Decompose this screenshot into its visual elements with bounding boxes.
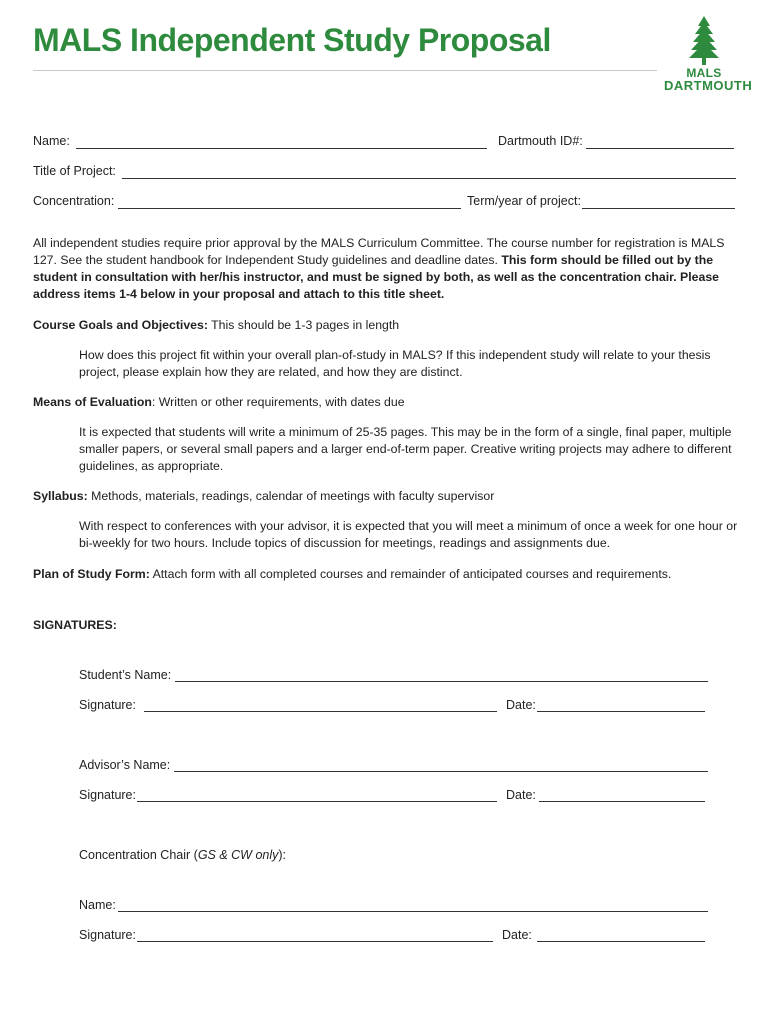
syllabus-heading-line bbox=[33, 488, 745, 505]
mals-dartmouth-logo bbox=[664, 14, 753, 96]
advisor-name-field[interactable] bbox=[174, 771, 708, 772]
advisor-signature-label: Signature: bbox=[79, 788, 136, 802]
goals-text: This should be 1-3 pages in length bbox=[207, 318, 400, 332]
pine-tree-icon bbox=[664, 14, 744, 66]
logo-dartmouth-text: DARTMOUTH bbox=[664, 78, 753, 93]
chair-date-field[interactable] bbox=[537, 941, 705, 942]
plan-heading: Plan of Study Form: bbox=[33, 567, 150, 581]
project-title-field[interactable] bbox=[122, 178, 736, 179]
title-divider bbox=[33, 70, 657, 71]
logo-mals-text: MALS bbox=[686, 66, 722, 80]
student-name-field[interactable] bbox=[175, 681, 708, 682]
name-field[interactable] bbox=[76, 148, 487, 149]
student-date-field[interactable] bbox=[537, 711, 705, 712]
chair-name-field[interactable] bbox=[118, 911, 708, 912]
advisor-date-field[interactable] bbox=[539, 801, 705, 802]
intro-text: All independent studies require prior approval by the MALS Curriculum Committee. The course number for registration is MALS 127. See the student handbook for Independent Study guidelines and deadline dates. bbox=[33, 236, 725, 267]
syllabus-detail: With respect to conferences with your advisor, it is expected that you will meet a minimum of once a week for one hour or bi-weekly for two hours. Include topics of discussion for meetings, readings and assignments due. bbox=[79, 519, 738, 550]
evaluation-heading-line bbox=[33, 394, 745, 411]
term-year-field[interactable] bbox=[582, 208, 735, 209]
signatures-heading bbox=[33, 617, 117, 634]
evaluation-detail: It is expected that students will write a minimum of 25-35 pages. This may be in the form of a single, final paper, multiple smaller papers, or several small papers and a larger end-of-term paper. Creative writing projects may adhere to different guidelines, as appropriate. bbox=[79, 425, 732, 473]
student-name-label: Student’s Name: bbox=[79, 668, 172, 682]
student-signature-label: Signature: bbox=[79, 698, 136, 712]
dartmouth-id-label: Dartmouth ID#: bbox=[498, 134, 583, 148]
plan-text: Attach form with all completed courses and remainder of anticipated courses and requirements. bbox=[149, 567, 672, 581]
advisor-name-label: Advisor’s Name: bbox=[79, 758, 171, 772]
chair-name-label: Name: bbox=[79, 898, 116, 912]
chair-signature-field[interactable] bbox=[137, 941, 493, 942]
advisor-signature-field[interactable] bbox=[137, 801, 497, 802]
evaluation-text: : Written or other requirements, with dates due bbox=[151, 395, 405, 409]
chair-prefix: Concentration Chair ( bbox=[79, 848, 198, 862]
chair-date-label: Date: bbox=[502, 928, 532, 942]
chair-scope: GS & CW only bbox=[197, 848, 279, 862]
project-title-label: Title of Project: bbox=[33, 164, 116, 178]
name-label: Name: bbox=[33, 134, 70, 148]
student-date-label: Date: bbox=[506, 698, 536, 712]
goals-heading-line bbox=[33, 317, 745, 334]
intro-paragraph bbox=[33, 235, 745, 303]
syllabus-text: Methods, materials, readings, calendar of meetings with faculty supervisor bbox=[87, 489, 495, 503]
plan-heading-line bbox=[33, 566, 745, 583]
concentration-chair-label bbox=[79, 848, 286, 862]
chair-signature-label: Signature: bbox=[79, 928, 136, 942]
syllabus-heading: Syllabus: bbox=[33, 489, 88, 503]
dartmouth-id-field[interactable] bbox=[586, 148, 734, 149]
signatures-heading-text: SIGNATURES: bbox=[33, 618, 117, 632]
evaluation-heading: Means of Evaluation bbox=[33, 395, 152, 409]
goals-heading: Course Goals and Objectives: bbox=[33, 318, 208, 332]
concentration-label: Concentration: bbox=[33, 194, 115, 208]
intro-bold-text: This form should be filled out by the student in consultation with her/his instructor, and must be signed by both, as well as the concentration chair. Please address items 1-4 below in your proposal and attach to this title sheet. bbox=[33, 253, 720, 301]
advisor-date-label: Date: bbox=[506, 788, 536, 802]
chair-suffix: ): bbox=[278, 848, 287, 862]
student-signature-field[interactable] bbox=[144, 711, 497, 712]
goals-detail: How does this project fit within your overall plan-of-study in MALS? If this independent study will relate to your thesis project, please explain how they are related, and how they are distinct. bbox=[79, 348, 711, 379]
term-year-label: Term/year of project: bbox=[467, 194, 581, 208]
page-title: MALS Independent Study Proposal bbox=[33, 22, 551, 58]
concentration-field[interactable] bbox=[118, 208, 461, 209]
